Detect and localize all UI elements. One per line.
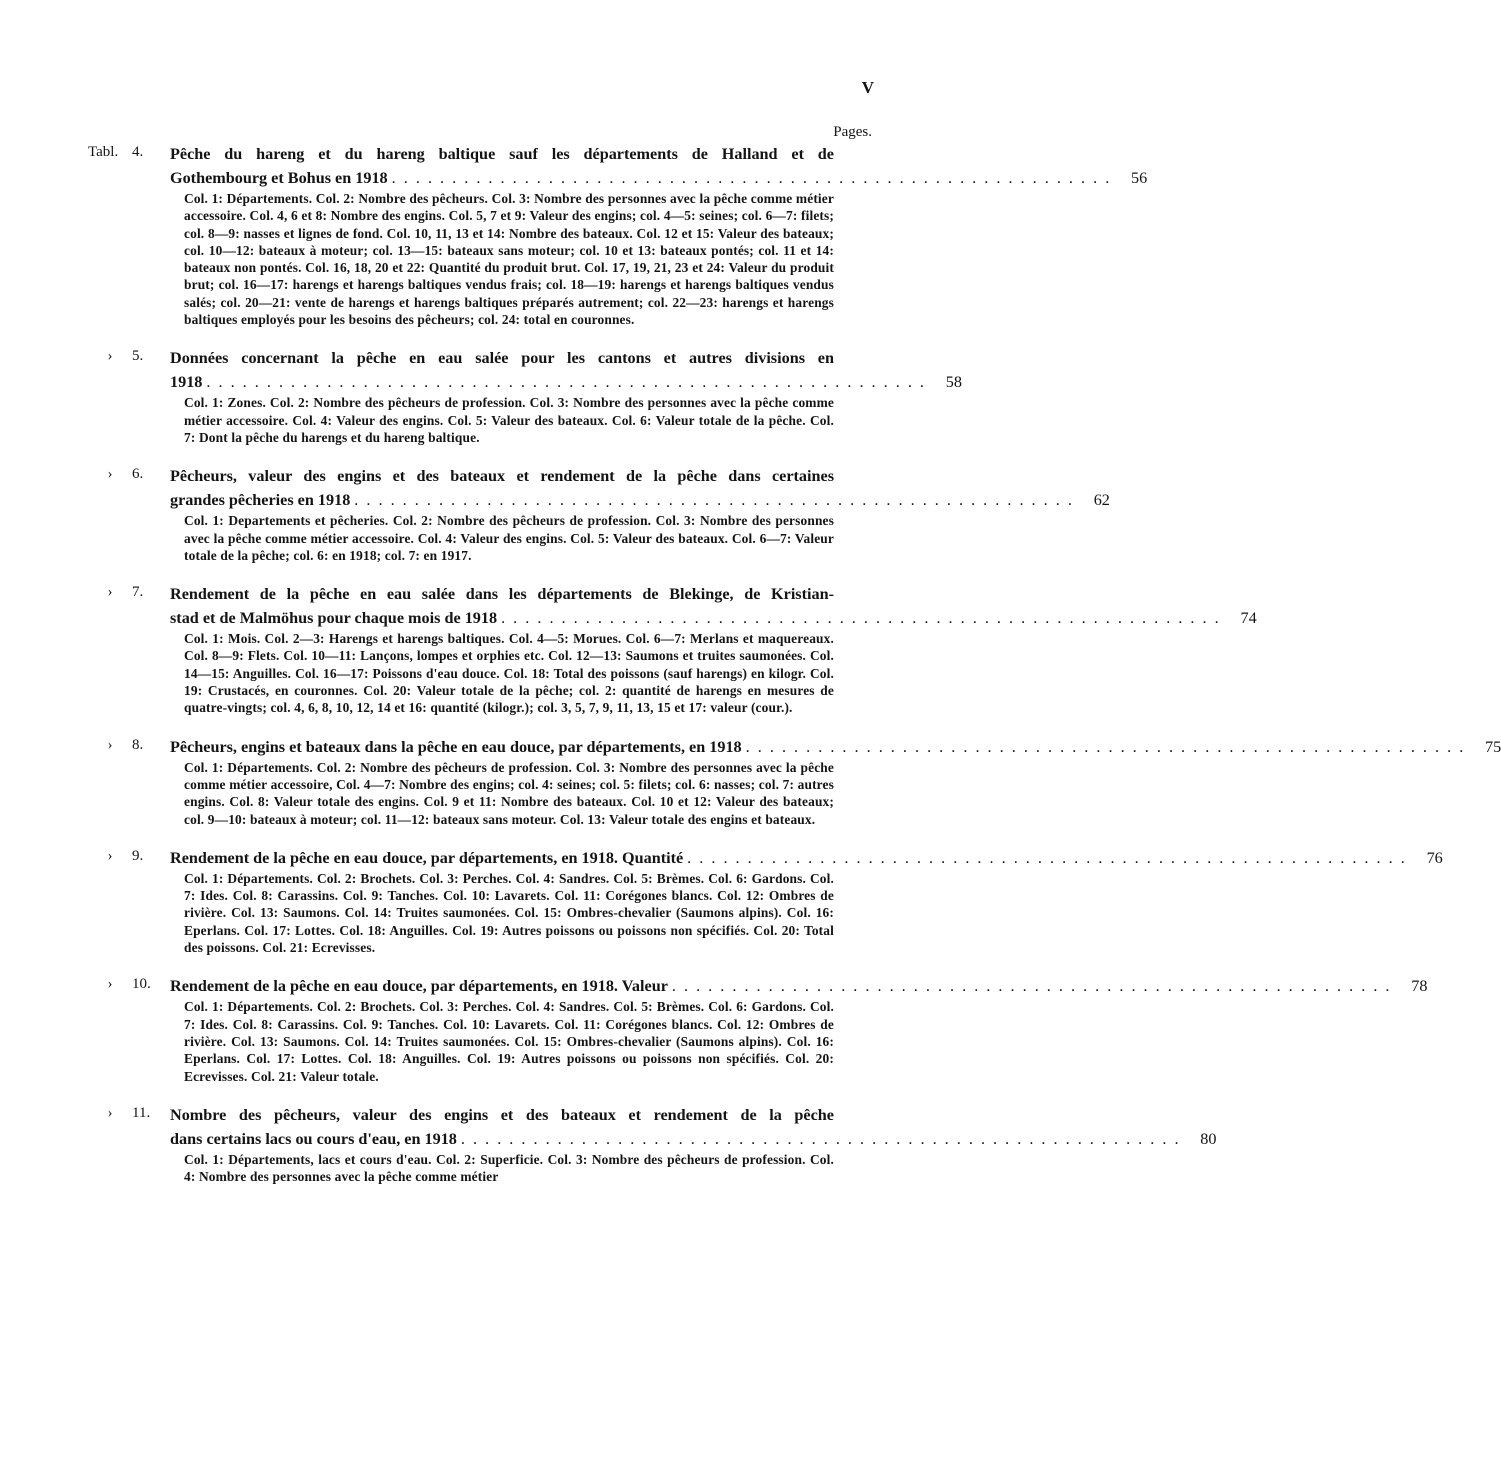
entry-title-text: Gothembourg et Bohus en 1918	[170, 169, 388, 187]
entry-title-last-line	[170, 846, 1443, 870]
entry-description	[184, 190, 834, 328]
entry-prefix: ›	[107, 976, 113, 993]
entry-title-last-line	[170, 1127, 1217, 1151]
entry-prefix: ›	[107, 1104, 113, 1121]
entry-description-text: Col. 1: Départements. Col. 2: Brochets. Col. 3: Perches. Col. 4: Sandres. Col. 5: Brèmes. Col. 6: Gardons. Col. 7: Ides. Col. 8: Carassins. Col. 9: Tanches. Col. 10: Lavarets. Col. 11: Corégones blancs. Col. 12: Ombres de rivière. Col. 13: Saumons. Col. 14: Truites saumonées. Col. 15: Ombres-chevalier (Saumons alpins). Col. 16: Eperlans. Col. 17: Lottes. Col. 18: Anguilles. Col. 19: Autres poissons ou poissons non spécifiés. Col. 20: Total des poissons. Col. 21: Ecrevisses.	[184, 870, 834, 956]
entry-description-text: Col. 1: Départements. Col. 2: Brochets. Col. 3: Perches. Col. 4: Sandres. Col. 5: Brèmes. Col. 6: Gardons. Col. 7: Ides. Col. 8: Carassins. Col. 9: Tanches. Col. 10: Lavarets. Col. 11: Corégones blancs. Col. 12: Ombres de rivière. Col. 13: Saumons. Col. 14: Truites saumonées. Col. 15: Ombres-chevalier (Saumons alpins). Col. 16: Eperlans. Col. 17: Lottes. Col. 18: Anguilles. Col. 19: Autres poissons ou poissons non spécifiés. Col. 20: Ecrevisses. Col. 21: Valeur totale.	[184, 999, 834, 1084]
entry-description-text: Col. 1: Départements, lacs et cours d'eau. Col. 2: Superficie. Col. 3: Nombre des pêcheurs de profession. Col. 4: Nombre des personnes avec la pêche comme métier	[184, 1151, 834, 1185]
entry-page-number: 56	[1131, 169, 1148, 187]
entry-description-text: Col. 1: Zones. Col. 2: Nombre des pêcheurs de profession. Col. 3: Nombre des personnes avec la pêche comme métier accessoire. Col. 4: Valeur des engins. Col. 5: Valeur des bateaux. Col. 6: Valeur totale de la pêche. Col. 7: Dont la pêche du harengs et du hareng baltique.	[184, 395, 834, 445]
table-of-contents	[88, 142, 1501, 1203]
entry-label	[88, 348, 164, 365]
leader-dots: . . . . . . . . . . . . . . . . . . . . . . . . . . . . . . . . . . . . . . . . . . . . . . . . . . . . . . . . . . . .	[206, 373, 926, 392]
entry-page-number: 58	[945, 373, 962, 392]
toc-entry	[88, 735, 1501, 828]
pages-column-header: Pages.	[833, 124, 872, 140]
toc-entry	[88, 346, 962, 446]
entry-number: 7.	[132, 584, 144, 601]
entry-label	[88, 737, 164, 754]
entry-prefix: ›	[107, 736, 113, 753]
entry-description	[184, 1151, 834, 1186]
entry-description	[184, 630, 834, 716]
entry-title-last-line	[170, 974, 1428, 998]
entry-title-text: Rendement de la pêche en eau douce, par départements, en 1918. Valeur	[170, 977, 668, 996]
entry-prefix: ›	[107, 584, 113, 601]
entry-page-number: 74	[1240, 609, 1257, 628]
entry-title-last-line	[170, 370, 962, 394]
leader-dots: . . . . . . . . . . . . . . . . . . . . . . . . . . . . . . . . . . . . . . . . . . . . . . . . . . . . . . . . . . . .	[391, 169, 1112, 187]
entry-description-text: Col. 1: Départements. Col. 2: Nombre des pêcheurs. Col. 3: Nombre des personnes avec la pêche comme métier accessoire. Col. 4, 6 et 8: Nombre des engins. Col. 5, 7 et 9: Valeur des engins; col. 4—5: seines; col. 6—7: filets; col. 8—9: nasses et lignes de fond. Col. 10, 11, 13 et 14: Nombre des bateaux. Col. 12 et 15: Valeur des bateaux; col. 10—12: bateaux à moteur; col. 13—15: bateaux sans moteur; col. 10 et 13: bateaux pontés; col. 11 et 14: bateaux non pontés. Col. 16, 18, 20 et 22: Quantité du produit brut. Col. 17, 19, 21, 23 et 24: Valeur du produit brut; col. 16—17: harengs et harengs baltiques vendus frais; col. 18—19: harengs et harengs baltiques vendus salés; col. 20—21: vente de harengs et harengs baltiques préparés autrement; col. 22—23: harengs et harengs baltiques employés pour les besoins des pêcheurs; col. 24: total en couronnes.	[184, 191, 834, 328]
leader-dots: . . . . . . . . . . . . . . . . . . . . . . . . . . . . . . . . . . . . . . . . . . . . . . . . . . . . . . . . . . . .	[745, 737, 1466, 756]
entry-title	[170, 142, 1148, 190]
entry-label	[88, 144, 164, 161]
entry-title-last-line	[170, 488, 1110, 512]
entry-title-text: grandes pêcheries en 1918	[170, 491, 351, 510]
leader-dots: . . . . . . . . . . . . . . . . . . . . . . . . . . . . . . . . . . . . . . . . . . . . . . . . . . . . . . . . . . . .	[354, 491, 1074, 510]
entry-description-text: Col. 1: Mois. Col. 2—3: Harengs et harengs baltiques. Col. 4—5: Morues. Col. 6—7: Merlans et maquereaux. Col. 8—9: Flets. Col. 10—11: Lançons, lompes et orphies etc. Col. 12—13: Saumons et truites saumonées. Col. 14—15: Anguilles. Col. 16—17: Poissons d'eau douce. Col. 18: Total des poissons (sauf harengs) en kilogr. Col. 19: Crustacés, en couronnes. Col. 20: Valeur totale de la pêche; col. 2: quantité de harengs en mesures de quatre-vingts; col. 4, 6, 8, 10, 12, 14 et 16: quantité (kilogr.); col. 3, 5, 7, 9, 11, 13, 15 et 17: valeur (cour.).	[184, 631, 834, 716]
entry-label	[88, 584, 164, 601]
entry-number: 10.	[132, 976, 151, 993]
entry-title-text: dans certains lacs ou cours d'eau, en 1918	[170, 1129, 457, 1148]
entry-prefix: Tabl.	[88, 144, 119, 160]
entry-description-text: Col. 1: Departements et pêcheries. Col. 2: Nombre des pêcheurs de profession. Col. 3: Nombre des personnes avec la pêche comme métier accessoire. Col. 4: Valeur des engins. Col. 5: Valeur des bateaux. Col. 6—7: Valeur totale de la pêche; col. 6: en 1918; col. 7: en 1917.	[184, 513, 834, 563]
entry-title-last-line	[170, 735, 1501, 759]
entry-title	[170, 346, 962, 394]
toc-entry	[88, 846, 1443, 956]
entry-number: 11.	[132, 1104, 151, 1121]
entry-description	[184, 759, 834, 828]
entry-title	[170, 846, 1443, 870]
entry-title-text: Pêcheurs, engins et bateaux dans la pêche en eau douce, par départements, en 1918	[170, 737, 742, 756]
entry-page-number: 80	[1200, 1129, 1217, 1148]
entry-title-last-line	[170, 166, 1148, 190]
entry-title	[170, 735, 1501, 759]
toc-entry	[88, 464, 1110, 564]
entry-title-line: Pêche du hareng et du hareng baltique sauf les départements de Halland et de	[170, 145, 834, 163]
entry-number: 8.	[132, 736, 144, 753]
entry-page-number: 76	[1426, 848, 1443, 867]
entry-title-text: Rendement de la pêche en eau douce, par départements, en 1918. Quantité	[170, 848, 684, 867]
leader-dots: . . . . . . . . . . . . . . . . . . . . . . . . . . . . . . . . . . . . . . . . . . . . . . . . . . . . . . . . . . . .	[501, 609, 1221, 628]
entry-title-last-line	[170, 606, 1257, 630]
entry-label	[88, 848, 164, 865]
entry-number: 4.	[132, 144, 144, 160]
entry-title	[170, 464, 1110, 512]
entry-description	[184, 394, 834, 446]
entry-title-line: Données concernant la pêche en eau salée pour les cantons et autres divisions en	[170, 349, 834, 368]
entry-prefix: ›	[107, 348, 113, 365]
entry-page-number: 75	[1485, 737, 1501, 756]
entry-number: 5.	[132, 348, 144, 365]
toc-entry	[88, 582, 1257, 716]
leader-dots: . . . . . . . . . . . . . . . . . . . . . . . . . . . . . . . . . . . . . . . . . . . . . . . . . . . . . . . . . . . .	[687, 848, 1407, 867]
entry-description	[184, 512, 834, 564]
entry-label	[88, 466, 164, 483]
leader-dots: . . . . . . . . . . . . . . . . . . . . . . . . . . . . . . . . . . . . . . . . . . . . . . . . . . . . . . . . . . . .	[460, 1129, 1181, 1148]
entry-title-line: Pêcheurs, valeur des engins et des bateaux et rendement de la pêche dans certaines	[170, 467, 834, 486]
entry-prefix: ›	[107, 466, 113, 483]
toc-entry	[88, 1103, 1217, 1186]
entry-label	[88, 976, 164, 993]
leader-dots: . . . . . . . . . . . . . . . . . . . . . . . . . . . . . . . . . . . . . . . . . . . . . . . . . . . . . . . . . . . .	[671, 977, 1392, 996]
entry-page-number: 78	[1411, 977, 1428, 996]
entry-label	[88, 1105, 164, 1122]
entry-number: 9.	[132, 847, 144, 864]
entry-title-text: 1918	[170, 373, 203, 392]
entry-number: 6.	[132, 466, 144, 483]
entry-description-text: Col. 1: Départements. Col. 2: Nombre des pêcheurs de profession. Col. 3: Nombre des personnes avec la pêche comme métier accessoire, Col. 4—7: Nombre des engins; col. 4: seines; col. 5: filets; col. 6: nasses; col. 7: autres engins. Col. 8: Valeur totale des engins. Col. 9 et 11: Nombre des bateaux. Col. 10 et 12: Valeur des bateaux; col. 9—10: bateaux à moteur; col. 11—12: bateaux sans moteur. Col. 13: Valeur totale des engins et bateaux.	[184, 759, 834, 827]
toc-entry	[88, 142, 1148, 328]
entry-title-line: Nombre des pêcheurs, valeur des engins et des bateaux et rendement de la pêche	[170, 1105, 834, 1124]
entry-description	[184, 998, 834, 1084]
entry-title	[170, 974, 1428, 998]
entry-prefix: ›	[107, 847, 113, 864]
toc-entry	[88, 974, 1428, 1084]
entry-title-line: Rendement de la pêche en eau salée dans les départements de Blekinge, de Kristian-	[170, 585, 834, 604]
entry-title	[170, 582, 1257, 630]
entry-description	[184, 870, 834, 956]
entry-page-number: 62	[1093, 491, 1110, 510]
page-roman-number: V	[861, 78, 874, 97]
entry-title-text: stad et de Malmöhus pour chaque mois de 1918	[170, 609, 498, 628]
entry-title	[170, 1103, 1217, 1151]
